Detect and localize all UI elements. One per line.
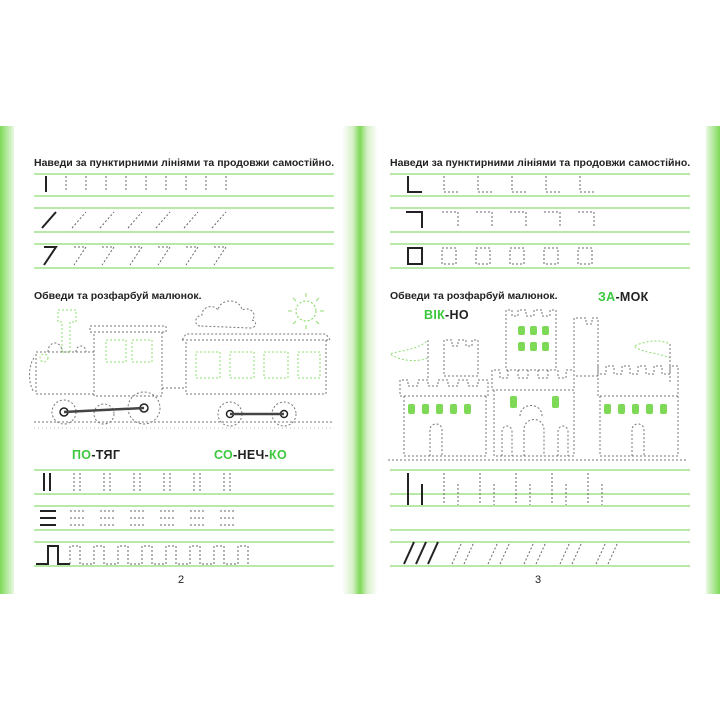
word-train-syllable-2: -ТЯГ xyxy=(91,448,121,462)
word-sun-syllable-1: СО xyxy=(214,448,234,462)
trace-row-slant xyxy=(42,212,226,228)
trace-row-squares xyxy=(408,248,592,264)
trace-row-corner-l xyxy=(408,176,594,192)
train-drawing xyxy=(30,310,335,422)
instruction-trace: Наведи за пунктирними лініями та продовжи самостійно. xyxy=(34,157,335,169)
writing-lines-bottom xyxy=(390,470,690,566)
train-wheels xyxy=(52,392,296,426)
trace-row-tall-short xyxy=(408,473,602,505)
trace-row-double-vertical xyxy=(44,473,230,491)
book-spread xyxy=(0,126,720,594)
writing-lines-top xyxy=(34,174,334,268)
trace-row-meander xyxy=(36,546,248,564)
book-gutter xyxy=(342,126,378,594)
trace-row-corner-gamma xyxy=(406,212,594,228)
word-train-syllable-1: ПО xyxy=(72,448,92,462)
word-sun xyxy=(214,448,287,462)
word-sun-syllable-3: КО xyxy=(269,448,287,462)
instruction-color: Обведи та розфарбуй малюнок. xyxy=(390,290,558,302)
castle-drawing xyxy=(388,310,688,460)
trace-row-vertical xyxy=(46,176,226,192)
trace-row-horizontal xyxy=(40,511,236,525)
right-page-edge xyxy=(706,126,720,594)
left-page xyxy=(14,126,342,594)
cloud-drawing xyxy=(196,301,256,328)
right-page-graphics xyxy=(378,126,706,594)
word-window-syllable-2: -НО xyxy=(445,308,469,322)
sun-drawing xyxy=(288,293,324,329)
word-castle-syllable-2: -МОК xyxy=(615,290,649,304)
writing-lines-top xyxy=(390,174,690,268)
word-castle-syllable-1: ЗА xyxy=(598,290,616,304)
left-page-graphics xyxy=(14,126,342,594)
word-window-syllable-1: ВІК xyxy=(424,308,446,322)
trace-row-slant-pairs xyxy=(404,542,618,564)
word-window xyxy=(424,308,469,322)
left-page-edge xyxy=(0,126,14,594)
page-number-right: 3 xyxy=(535,574,542,586)
page-number-left: 2 xyxy=(178,574,185,586)
right-page xyxy=(378,126,706,594)
instruction-color: Обведи та розфарбуй малюнок. xyxy=(34,290,202,302)
word-sun-syllable-2: -НЕЧ- xyxy=(233,448,270,462)
word-train xyxy=(72,448,120,462)
instruction-trace: Наведи за пунктирними лініями та продовжи самостійно. xyxy=(390,157,691,169)
word-castle xyxy=(598,290,649,304)
trace-row-seven xyxy=(44,247,226,265)
